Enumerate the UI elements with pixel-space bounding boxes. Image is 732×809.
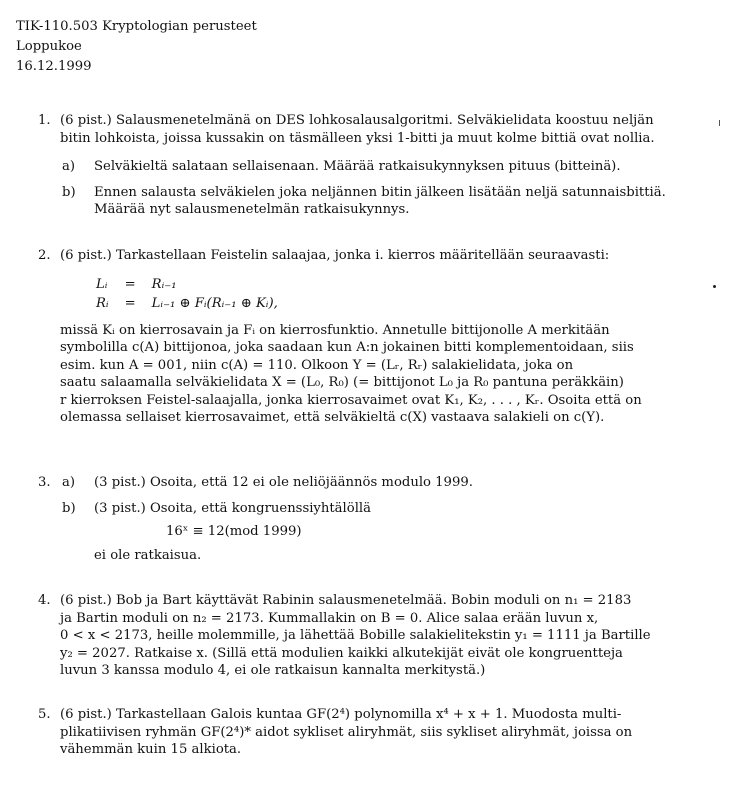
congruence-equation: 16ˣ ≡ 12(mod 1999) [166,524,302,539]
problem-text-line: symbolilla c(A) bittijonoa, joka saadaan kun A:n jokainen bitti komplementoidaan, siis [60,340,634,355]
problem-number: 3. [38,475,51,490]
problem-text-line: saatu salaamalla selväkielidata X = (L₀, R₀) (= bittijonot L₀ ja R₀ pantuna peräkkäin) [60,375,624,390]
problem-number: 2. [38,248,51,263]
problem-text-line: luvun 3 kanssa modulo 4, ei ole ratkaisun kannalta merkitystä.) [60,663,486,678]
problem-text-line: ja Bartin moduli on n₂ = 2173. Kummallakin on B = 0. Alice salaa erään luvun x, [60,610,599,626]
scan-mark [719,120,720,126]
scan-speck [713,285,716,288]
problem-text-line: (6 pist.) Tarkastellaan Galois kuntaa GF(2⁴) polynomilla x⁴ + x + 1. Muodosta multi- [60,707,622,722]
exam-date: 16.12.1999 [16,59,92,74]
subproblem-3a [62,474,698,492]
exam-type: Loppukoe [16,39,82,54]
problem-text-line: olemassa sellaiset kierrosavaimet, että selväkieltä c(X) vastaava salakieli on c(Y). [60,410,605,425]
problem-text-line: (6 pist.) Bob ja Bart käyttävät Rabinin salausmenetelmää. Bobin moduli on n₁ = 2183 [60,593,632,608]
eq-lhs: Lᵢ [96,276,108,292]
problem-number: 4. [38,593,51,608]
feistel-equations [88,275,286,314]
problem-text-line: y₂ = 2027. Ratkaise x. (Sillä että modulien kaikki alkutekijät eivät ole kongruentteja [60,645,623,661]
problem-text-line: plikatiivisen ryhmän GF(2⁴)* aidot sykliset aliryhmät, siis sykliset aliryhmät, joissa on [60,724,633,740]
problem-text-line: vähemmän kuin 15 alkiota. [60,742,242,757]
subproblem-text: Ennen salausta selväkielen joka neljännen bitin jälkeen lisätään neljä satunnaisbittiä. [94,184,666,200]
problem-4 [38,592,698,680]
subproblem-text: Määrää nyt salausmenetelmän ratkaisukynnys. [94,202,410,217]
problem-text-line: bitin lohkoista, joissa kussakin on täsmälleen yksi 1-bitti ja muut kolme bittiä ovat nollia. [60,130,655,146]
problem-text-line: (6 pist.) Salausmenetelmänä on DES lohkosalausalgoritmi. Selväkielidata koostuu neljän [60,113,654,128]
subproblem-label: a) [62,159,76,174]
subproblem-text: (3 pist.) Osoita, että kongruenssiyhtälöllä [94,500,371,516]
problem-intro: (6 pist.) Tarkastellaan Feistelin salaajaa, jonka i. kierros määritellään seuraavasti: [60,248,610,263]
eq-lhs: Rᵢ [96,296,109,311]
problem-2 [38,247,698,427]
course-title: TIK-110.503 Kryptologian perusteet [16,19,257,34]
problem-text-line: missä Kᵢ on kierrosavain ja Fᵢ on kierrosfunktio. Annetulle bittijonolle A merkitään [60,322,610,338]
problem-5 [38,706,698,759]
subproblem-1a [62,158,698,176]
eq-rhs: Lᵢ₋₁ ⊕ Fᵢ(Rᵢ₋₁ ⊕ Kᵢ), [151,296,278,311]
eq-op: = [124,276,136,292]
subproblem-label: b) [62,184,76,200]
problem-1 [38,112,698,219]
subproblem-label: a) [62,475,76,490]
problem-text-line: r kierroksen Feistel-salaajalla, jonka kierrosavaimet ovat K₁, K₂, . . . , Kᵣ. Osoita että on [60,392,642,408]
subproblem-text: (3 pist.) Osoita, että 12 ei ole neliöjäännös modulo 1999. [94,475,473,490]
subproblem-1b [62,184,698,219]
subproblem-text: Selväkieltä salataan sellaisenaan. Määrää ratkaisukynnyksen pituus (bitteinä). [94,159,621,174]
problem-3 [38,474,698,564]
problem-number: 1. [38,113,51,128]
subproblem-3b [62,500,698,565]
exam-header [16,18,257,78]
subproblem-label: b) [62,500,76,516]
eq-op: = [124,296,136,311]
problem-number: 5. [38,707,51,722]
subproblem-tail: ei ole ratkaisua. [94,547,202,563]
problem-text-line: 0 < x < 2173, heille molemmille, ja lähettää Bobille salakielitekstin y₁ = 1111 ja Bartille [60,628,651,643]
eq-rhs: Rᵢ₋₁ [151,276,177,292]
problem-text-line: esim. kun A = 001, niin c(A) = 110. Olkoon Y = (Lᵣ, Rᵣ) salakielidata, joka on [60,357,574,373]
